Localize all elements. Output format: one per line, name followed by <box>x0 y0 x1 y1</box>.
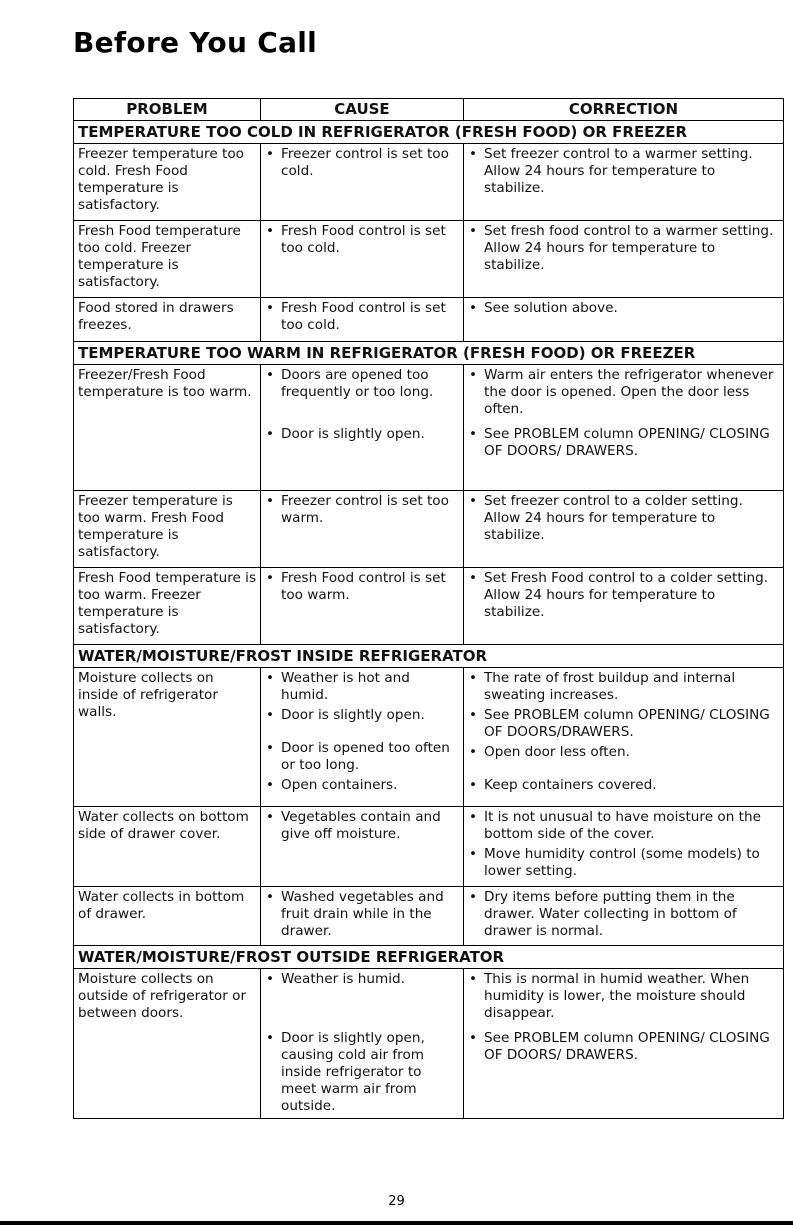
table-row <box>74 144 784 221</box>
section-heading: WATER/MOISTURE/FROST OUTSIDE REFRIGERATOR <box>74 946 784 969</box>
table-row <box>74 807 784 887</box>
correction-cell <box>464 568 784 645</box>
correction-item: • Keep containers covered. <box>468 777 780 794</box>
problem-cell: Water collects in bottom of drawer. <box>74 887 261 946</box>
cause-cell <box>261 969 464 1119</box>
correction-cell <box>464 969 784 1119</box>
correction-item: • See PROBLEM column OPENING/ CLOSING OF DOORS/DRAWERS. <box>468 707 780 741</box>
cause-item: • Door is slightly open. <box>265 707 460 724</box>
correction-cell <box>464 144 784 221</box>
correction-item: • Set freezer control to a colder setting. Allow 24 hours for temperature to stabilize. <box>468 493 780 544</box>
section-heading-row <box>74 342 784 365</box>
correction-cell <box>464 668 784 807</box>
correction-item: • Set fresh food control to a warmer setting. Allow 24 hours for temperature to stabilize. <box>468 223 780 274</box>
problem-cell: Moisture collects on outside of refrigerator or between doors. <box>74 969 261 1119</box>
problem-cell: Water collects on bottom side of drawer cover. <box>74 807 261 887</box>
table-row <box>74 365 784 491</box>
header-correction: CORRECTION <box>464 99 784 121</box>
table-row <box>74 887 784 946</box>
correction-cell <box>464 298 784 342</box>
section-heading-row <box>74 121 784 144</box>
cause-cell <box>261 807 464 887</box>
bottom-rule <box>0 1221 793 1225</box>
header-problem: PROBLEM <box>74 99 261 121</box>
table-row <box>74 568 784 645</box>
section-heading-row <box>74 645 784 668</box>
correction-item: • It is not unusual to have moisture on the bottom side of the cover. <box>468 809 780 843</box>
cause-cell <box>261 298 464 342</box>
header-cause: CAUSE <box>261 99 464 121</box>
correction-item: • Set Fresh Food control to a colder setting. Allow 24 hours for temperature to stabilize. <box>468 570 780 621</box>
cause-cell <box>261 668 464 807</box>
correction-item: • See PROBLEM column OPENING/ CLOSING OF DOORS/ DRAWERS. <box>468 1030 780 1064</box>
cause-cell <box>261 365 464 491</box>
cause-item: • Door is slightly open. <box>265 426 460 443</box>
cause-item: • Freezer control is set too cold. <box>265 146 460 180</box>
table-header-row <box>74 99 784 121</box>
correction-item: • The rate of frost buildup and internal sweating increases. <box>468 670 780 704</box>
cause-item: • Door is slightly open, causing cold air from inside refrigerator to meet warm air from outside. <box>265 1030 460 1115</box>
section-heading-row <box>74 946 784 969</box>
cause-cell <box>261 491 464 568</box>
cause-cell <box>261 221 464 298</box>
table-row <box>74 668 784 807</box>
cause-item: • Door is opened too often or too long. <box>265 740 460 774</box>
section-heading: TEMPERATURE TOO WARM IN REFRIGERATOR (FRESH FOOD) OR FREEZER <box>74 342 784 365</box>
section-heading: TEMPERATURE TOO COLD IN REFRIGERATOR (FRESH FOOD) OR FREEZER <box>74 121 784 144</box>
correction-cell <box>464 491 784 568</box>
correction-cell <box>464 365 784 491</box>
section-heading: WATER/MOISTURE/FROST INSIDE REFRIGERATOR <box>74 645 784 668</box>
problem-cell: Freezer temperature is too warm. Fresh Food temperature is satisfactory. <box>74 491 261 568</box>
problem-cell: Freezer/Fresh Food temperature is too warm. <box>74 365 261 491</box>
problem-cell: Moisture collects on inside of refrigerator walls. <box>74 668 261 807</box>
cause-cell <box>261 568 464 645</box>
correction-item: • Warm air enters the refrigerator whenever the door is opened. Open the door less often. <box>468 367 780 418</box>
cause-item: • Washed vegetables and fruit drain while in the drawer. <box>265 889 460 940</box>
correction-item: • See solution above. <box>468 300 780 317</box>
page-number: 29 <box>388 1194 405 1209</box>
table-row <box>74 298 784 342</box>
correction-item: • Move humidity control (some models) to lower setting. <box>468 846 780 880</box>
cause-item: • Open containers. <box>265 777 460 794</box>
cause-item: • Weather is humid. <box>265 971 460 988</box>
cause-item: • Fresh Food control is set too cold. <box>265 223 460 257</box>
page-title: Before You Call <box>73 26 318 59</box>
cause-item: • Doors are opened too frequently or too long. <box>265 367 460 401</box>
correction-item: • Dry items before putting them in the drawer. Water collecting in bottom of drawer is normal. <box>468 889 780 940</box>
troubleshooting-table <box>73 98 784 1119</box>
cause-cell <box>261 887 464 946</box>
correction-item: • This is normal in humid weather. When humidity is lower, the moisture should disappear. <box>468 971 780 1022</box>
correction-item: • Open door less often. <box>468 744 780 761</box>
correction-cell <box>464 887 784 946</box>
correction-item: • See PROBLEM column OPENING/ CLOSING OF DOORS/ DRAWERS. <box>468 426 780 460</box>
problem-cell: Food stored in drawers freezes. <box>74 298 261 342</box>
correction-cell <box>464 221 784 298</box>
correction-cell <box>464 807 784 887</box>
correction-item: • Set freezer control to a warmer setting. Allow 24 hours for temperature to stabilize. <box>468 146 780 197</box>
cause-item: • Freezer control is set too warm. <box>265 493 460 527</box>
table-row <box>74 969 784 1119</box>
table-row <box>74 491 784 568</box>
cause-item: • Weather is hot and humid. <box>265 670 460 704</box>
cause-item: • Fresh Food control is set too cold. <box>265 300 460 334</box>
table-row <box>74 221 784 298</box>
cause-cell <box>261 144 464 221</box>
problem-cell: Fresh Food temperature is too warm. Freezer temperature is satisfactory. <box>74 568 261 645</box>
cause-item: • Fresh Food control is set too warm. <box>265 570 460 604</box>
problem-cell: Freezer temperature too cold. Fresh Food temperature is satisfactory. <box>74 144 261 221</box>
problem-cell: Fresh Food temperature too cold. Freezer temperature is satisfactory. <box>74 221 261 298</box>
cause-item: • Vegetables contain and give off moisture. <box>265 809 460 843</box>
